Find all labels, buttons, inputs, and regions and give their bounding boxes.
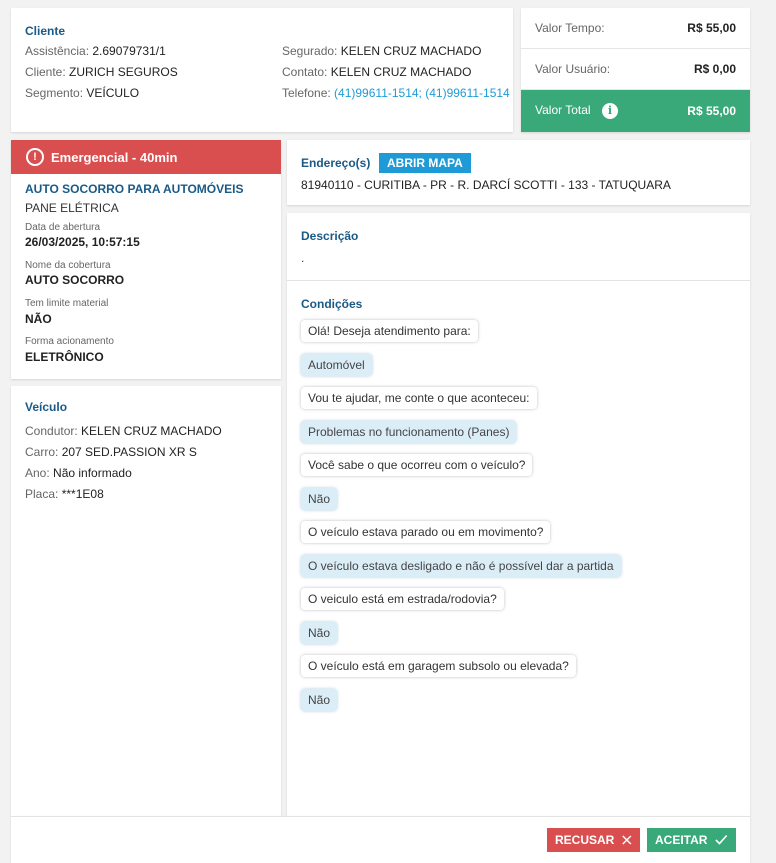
check-icon <box>715 834 728 846</box>
valor-usuario-label: Valor Usuário: <box>535 62 611 76</box>
endereco-address: 81940110 - CURITIBA - PR - R. DARCÍ SCOTTI - 133 - TATUQUARA <box>301 178 671 192</box>
segmento-row <box>25 86 139 100</box>
alert-icon: ! <box>26 148 44 166</box>
abrir-mapa-button[interactable]: ABRIR MAPA <box>379 153 471 173</box>
condition-answer: Automóvel <box>301 354 372 376</box>
valor-tempo-value: R$ 55,00 <box>687 21 736 35</box>
cobertura-value: AUTO SOCORRO <box>25 273 125 287</box>
placa-value: ***1E08 <box>61 487 104 501</box>
veiculo-card <box>11 386 281 816</box>
segmento-value: VEÍCULO <box>86 86 140 100</box>
contato-row <box>282 65 471 79</box>
assistencia-row <box>25 44 166 58</box>
valor-tempo-row <box>521 8 750 49</box>
valor-usuario-value: R$ 0,00 <box>693 62 736 76</box>
limite-label: Tem limite material <box>25 298 109 309</box>
telefone-row <box>282 86 510 100</box>
valor-tempo-label: Valor Tempo: <box>535 21 605 35</box>
cliente-value: ZURICH SEGUROS <box>69 65 178 79</box>
acionamento-value: ELETRÔNICO <box>25 350 104 364</box>
veiculo-title: Veículo <box>25 400 68 414</box>
placa-label: Placa: <box>25 487 59 501</box>
condition-answer: Problemas no funcionamento (Panes) <box>301 421 516 443</box>
cliente-card <box>11 8 513 132</box>
abertura-value: 26/03/2025, 10:57:15 <box>25 235 140 249</box>
valor-total-wrap <box>535 103 618 119</box>
cliente-title: Cliente <box>25 24 66 38</box>
carro-label: Carro: <box>25 445 59 459</box>
footer-bar <box>11 816 750 863</box>
condition-question: O veículo está em garagem subsolo ou elevada? <box>301 655 576 677</box>
service-card <box>11 140 281 379</box>
assistencia-label: Assistência: <box>25 44 90 58</box>
condition-answer: O veículo estava desligado e não é possível dar a partida <box>301 555 621 577</box>
recusar-label: RECUSAR <box>555 833 615 847</box>
ano-label: Ano: <box>25 466 50 480</box>
cobertura-label: Nome da cobertura <box>25 260 111 271</box>
cliente-row <box>25 65 178 79</box>
valor-total-row <box>521 90 750 132</box>
assistencia-value: 2.69079731/1 <box>92 44 166 58</box>
endereco-title: Endereço(s) <box>301 156 371 170</box>
recusar-button[interactable] <box>547 828 640 852</box>
abertura-label: Data de abertura <box>25 222 101 233</box>
info-icon[interactable]: i <box>602 103 618 119</box>
valor-usuario-row <box>521 49 750 90</box>
segmento-label: Segmento: <box>25 86 84 100</box>
condutor-row <box>25 424 222 438</box>
condition-answer: Não <box>301 622 337 644</box>
condition-question: Olá! Deseja atendimento para: <box>301 320 478 342</box>
service-subtype: PANE ELÉTRICA <box>25 201 119 215</box>
acionamento-label: Forma acionamento <box>25 336 114 347</box>
emergency-label: Emergencial - 40min <box>51 149 178 165</box>
aceitar-label: ACEITAR <box>655 833 708 847</box>
emergency-header <box>11 140 281 174</box>
condition-question: O veículo estava parado ou em movimento? <box>301 521 550 543</box>
valores-card <box>521 8 750 132</box>
condition-question: Vou te ajudar, me conte o que aconteceu: <box>301 387 537 409</box>
aceitar-button[interactable] <box>647 828 736 852</box>
service-type: AUTO SOCORRO PARA AUTOMÓVEIS <box>25 182 244 196</box>
valor-total-label: Valor Total <box>535 103 591 118</box>
endereco-card <box>287 140 750 205</box>
condition-answer: Não <box>301 689 337 711</box>
condition-question: Você sabe o que ocorreu com o veículo? <box>301 454 532 476</box>
close-icon <box>622 834 632 846</box>
segurado-row <box>282 44 481 58</box>
segurado-label: Segurado: <box>282 44 338 58</box>
descricao-condicoes-card <box>287 213 750 816</box>
carro-value: 207 SED.PASSION XR S <box>61 445 197 459</box>
ano-row <box>25 466 132 480</box>
ano-value: Não informado <box>53 466 132 480</box>
condutor-value: KELEN CRUZ MACHADO <box>81 424 222 438</box>
carro-row <box>25 445 197 459</box>
contato-label: Contato: <box>282 65 328 79</box>
descricao-title: Descrição <box>301 229 359 243</box>
placa-row <box>25 487 104 501</box>
telefone-link[interactable]: (41)99611-1514; (41)99611-1514 <box>334 86 510 100</box>
descricao-text: . <box>301 251 305 265</box>
condutor-label: Condutor: <box>25 424 78 438</box>
cliente-label: Cliente: <box>25 65 66 79</box>
limite-value: NÃO <box>25 312 52 326</box>
section-divider <box>287 280 750 281</box>
condicoes-title: Condições <box>301 297 363 311</box>
condition-question: O veiculo está em estrada/rodovia? <box>301 588 504 610</box>
segurado-value: KELEN CRUZ MACHADO <box>340 44 482 58</box>
telefone-label: Telefone: <box>282 86 331 100</box>
contato-value: KELEN CRUZ MACHADO <box>330 65 472 79</box>
valor-total-value: R$ 55,00 <box>687 104 736 118</box>
condition-answer: Não <box>301 488 337 510</box>
